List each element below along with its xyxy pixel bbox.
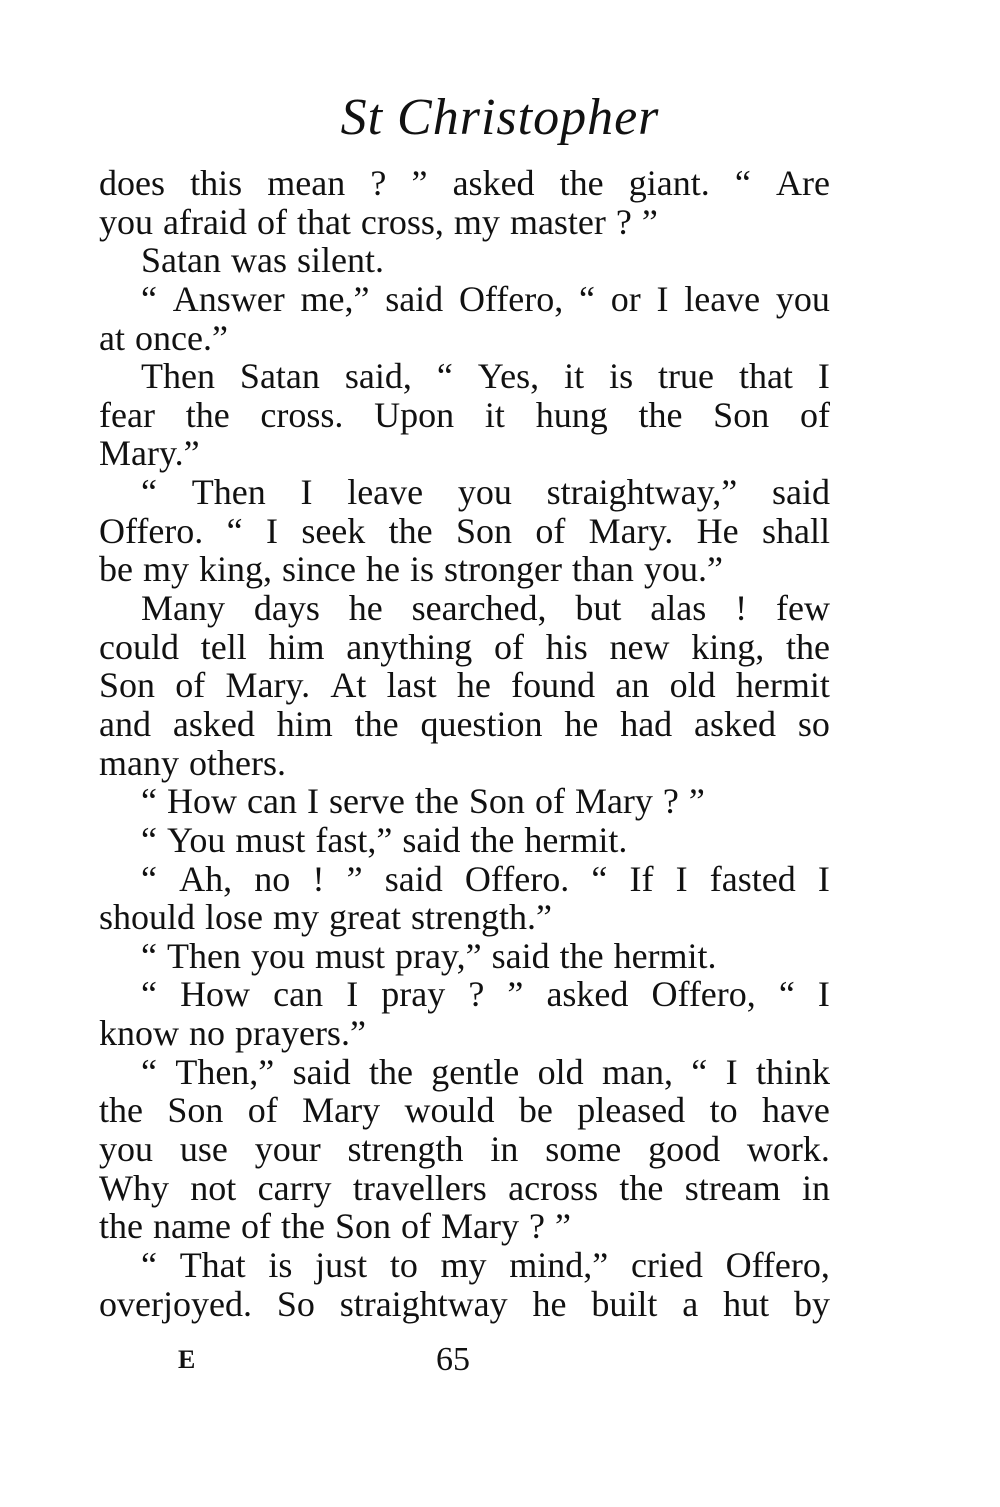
text-line: “ Then,” said the gentle old man, “ I think <box>141 1051 830 1092</box>
text-line: overjoyed. So straightway he built a hut by <box>99 1283 830 1324</box>
text-line: Why not carry travellers across the stream in <box>99 1167 830 1208</box>
page-footer <box>0 1340 1000 1380</box>
text-line: “ You must fast,” said the hermit. <box>141 819 628 860</box>
page-number: 65 <box>436 1341 470 1378</box>
text-line: could tell him anything of his new king, the <box>99 626 830 667</box>
text-line: “ Then you must pray,” said the hermit. <box>141 935 717 976</box>
text-line: Satan was silent. <box>141 240 384 281</box>
page-title: St Christopher <box>340 89 660 146</box>
text-line: Many days he searched, but alas ! few <box>141 588 830 629</box>
text-line: “ Then I leave you straightway,” said <box>141 472 830 513</box>
text-line: does this mean ? ” asked the giant. “ Are <box>99 163 830 203</box>
text-line: Offero. “ I seek the Son of Mary. He shall <box>99 510 830 551</box>
text-line: fear the cross. Upon it hung the Son of <box>99 394 830 435</box>
text-line: the name of the Son of Mary ? ” <box>99 1206 571 1247</box>
text-line: Then Satan said, “ Yes, it is true that I <box>141 356 830 397</box>
text-line: “ Ah, no ! ” said Offero. “ If I fasted I <box>141 858 830 899</box>
text-line: “ Answer me,” said Offero, “ or I leave you <box>141 278 830 319</box>
text-line: Mary.” <box>99 433 200 474</box>
text-line: be my king, since he is stronger than you.” <box>99 549 723 590</box>
text-line: you afraid of that cross, my master ? ” <box>99 201 658 242</box>
text-line: you use your strength in some good work. <box>99 1129 830 1170</box>
text-line: Son of Mary. At last he found an old hermit <box>99 665 830 706</box>
text-line: at once.” <box>99 317 228 358</box>
signature-mark: E <box>178 1345 196 1374</box>
text-line: and asked him the question he had asked so <box>99 703 830 744</box>
text-body <box>99 164 830 1323</box>
text-line: “ How can I pray ? ” asked Offero, “ I <box>141 974 830 1015</box>
text-line: the Son of Mary would be pleased to have <box>99 1090 830 1131</box>
text-line: many others. <box>99 742 286 783</box>
text-line: should lose my great strength.” <box>99 897 552 938</box>
text-line: “ How can I serve the Son of Mary ? ” <box>141 781 705 822</box>
text-line: know no prayers.” <box>99 1013 366 1054</box>
text-line: “ That is just to my mind,” cried Offero, <box>141 1244 830 1285</box>
